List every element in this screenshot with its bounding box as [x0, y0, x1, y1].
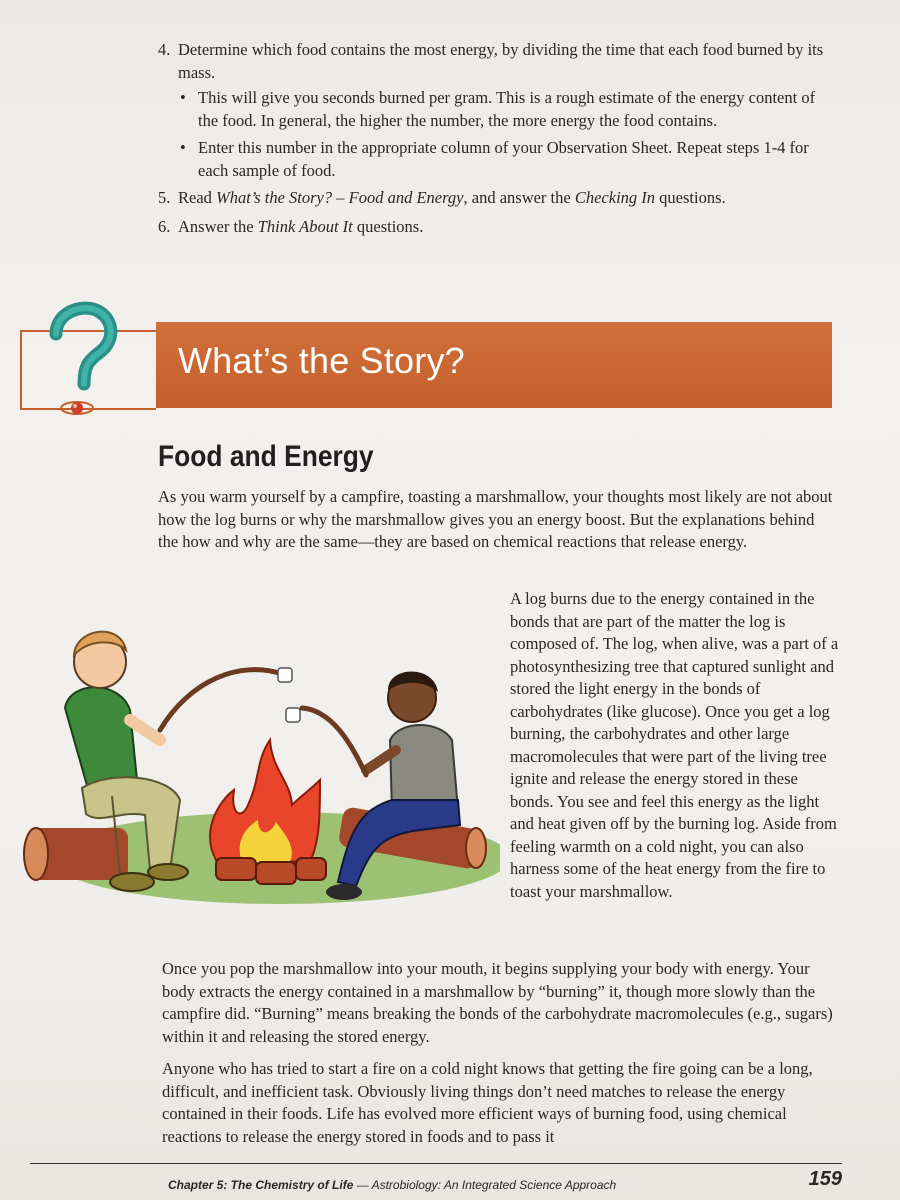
step-4-text: Determine which food contains the most energy, by dividing the time that each food burned by its mass.: [178, 40, 824, 82]
campfire-illustration: [20, 600, 500, 920]
step-6: 6. Answer the Think About It questions.: [158, 217, 424, 236]
running-footer: Chapter 5: The Chemistry of Life — Astrobiology: An Integrated Science Approach: [168, 1178, 617, 1192]
procedure-steps: [158, 38, 838, 238]
bullet-item: • This will give you seconds burned per gram. This is a rough estimate of the energy content of the food. In general, the higher the number, the more energy the food contains.: [176, 86, 838, 132]
footer-rule: [30, 1163, 842, 1164]
section-heading: Food and Energy: [158, 440, 374, 473]
bullet-item: • Enter this number in the appropriate column of your Observation Sheet. Repeat steps 1-4 for each sample of food.: [176, 136, 838, 182]
step-4-bullets: [158, 86, 838, 182]
question-mark-icon: [34, 300, 144, 420]
paragraph-marshmallow: Once you pop the marshmallow into your mouth, it begins supplying your body with energy. Your body extracts the energy contained in a marshmallow by “burning” it, though more slowly than the campfire did. “Burning” means breaking the bonds of the carbohydrate macromolecules (e.g., sugars) within it and releasing the stored energy.: [162, 959, 833, 1046]
step-4: 4. Determine which food contains the most energy, by dividing the time that each food burned by its mass.: [158, 40, 824, 82]
banner-title: What’s the Story?: [178, 340, 465, 381]
paragraph-log: A log burns due to the energy contained in the bonds that are part of the matter the log is composed of. The log, when alive, was a part of a photosynthesizing tree that captured sunlight and stored the light energy in the bonds of carbohydrates (like glucose). Once you get a log burning, the carbohydrates and other large macromolecules that were part of the living tree ignite and release the energy stored in these bonds. You see and feel this energy as the light and heat given off by the burning log. Aside from feeling warmth on a cold night, you can also harness some of the heat energy from the fire to toast your marshmallow.: [510, 589, 839, 901]
step-5: 5. Read What’s the Story? – Food and Energy, and answer the Checking In questions.: [158, 188, 726, 207]
page-number: 159: [808, 1168, 842, 1190]
paragraph-fire: Anyone who has tried to start a fire on a cold night knows that getting the fire going can be a long, difficult, and inefficient task. Obviously living things don’t need matches to release the energy contained in their foods. Life has evolved more efficient ways of burning food, using chemical reactions to release the energy stored in foods and to pass it: [162, 1059, 813, 1146]
paragraph-intro: As you warm yourself by a campfire, toasting a marshmallow, your thoughts most likely are not about how the log burns or why the marshmallow gives you an energy boost. But the explanations behind the how and why are the same—they are based on chemical reactions that release energy.: [158, 487, 833, 551]
